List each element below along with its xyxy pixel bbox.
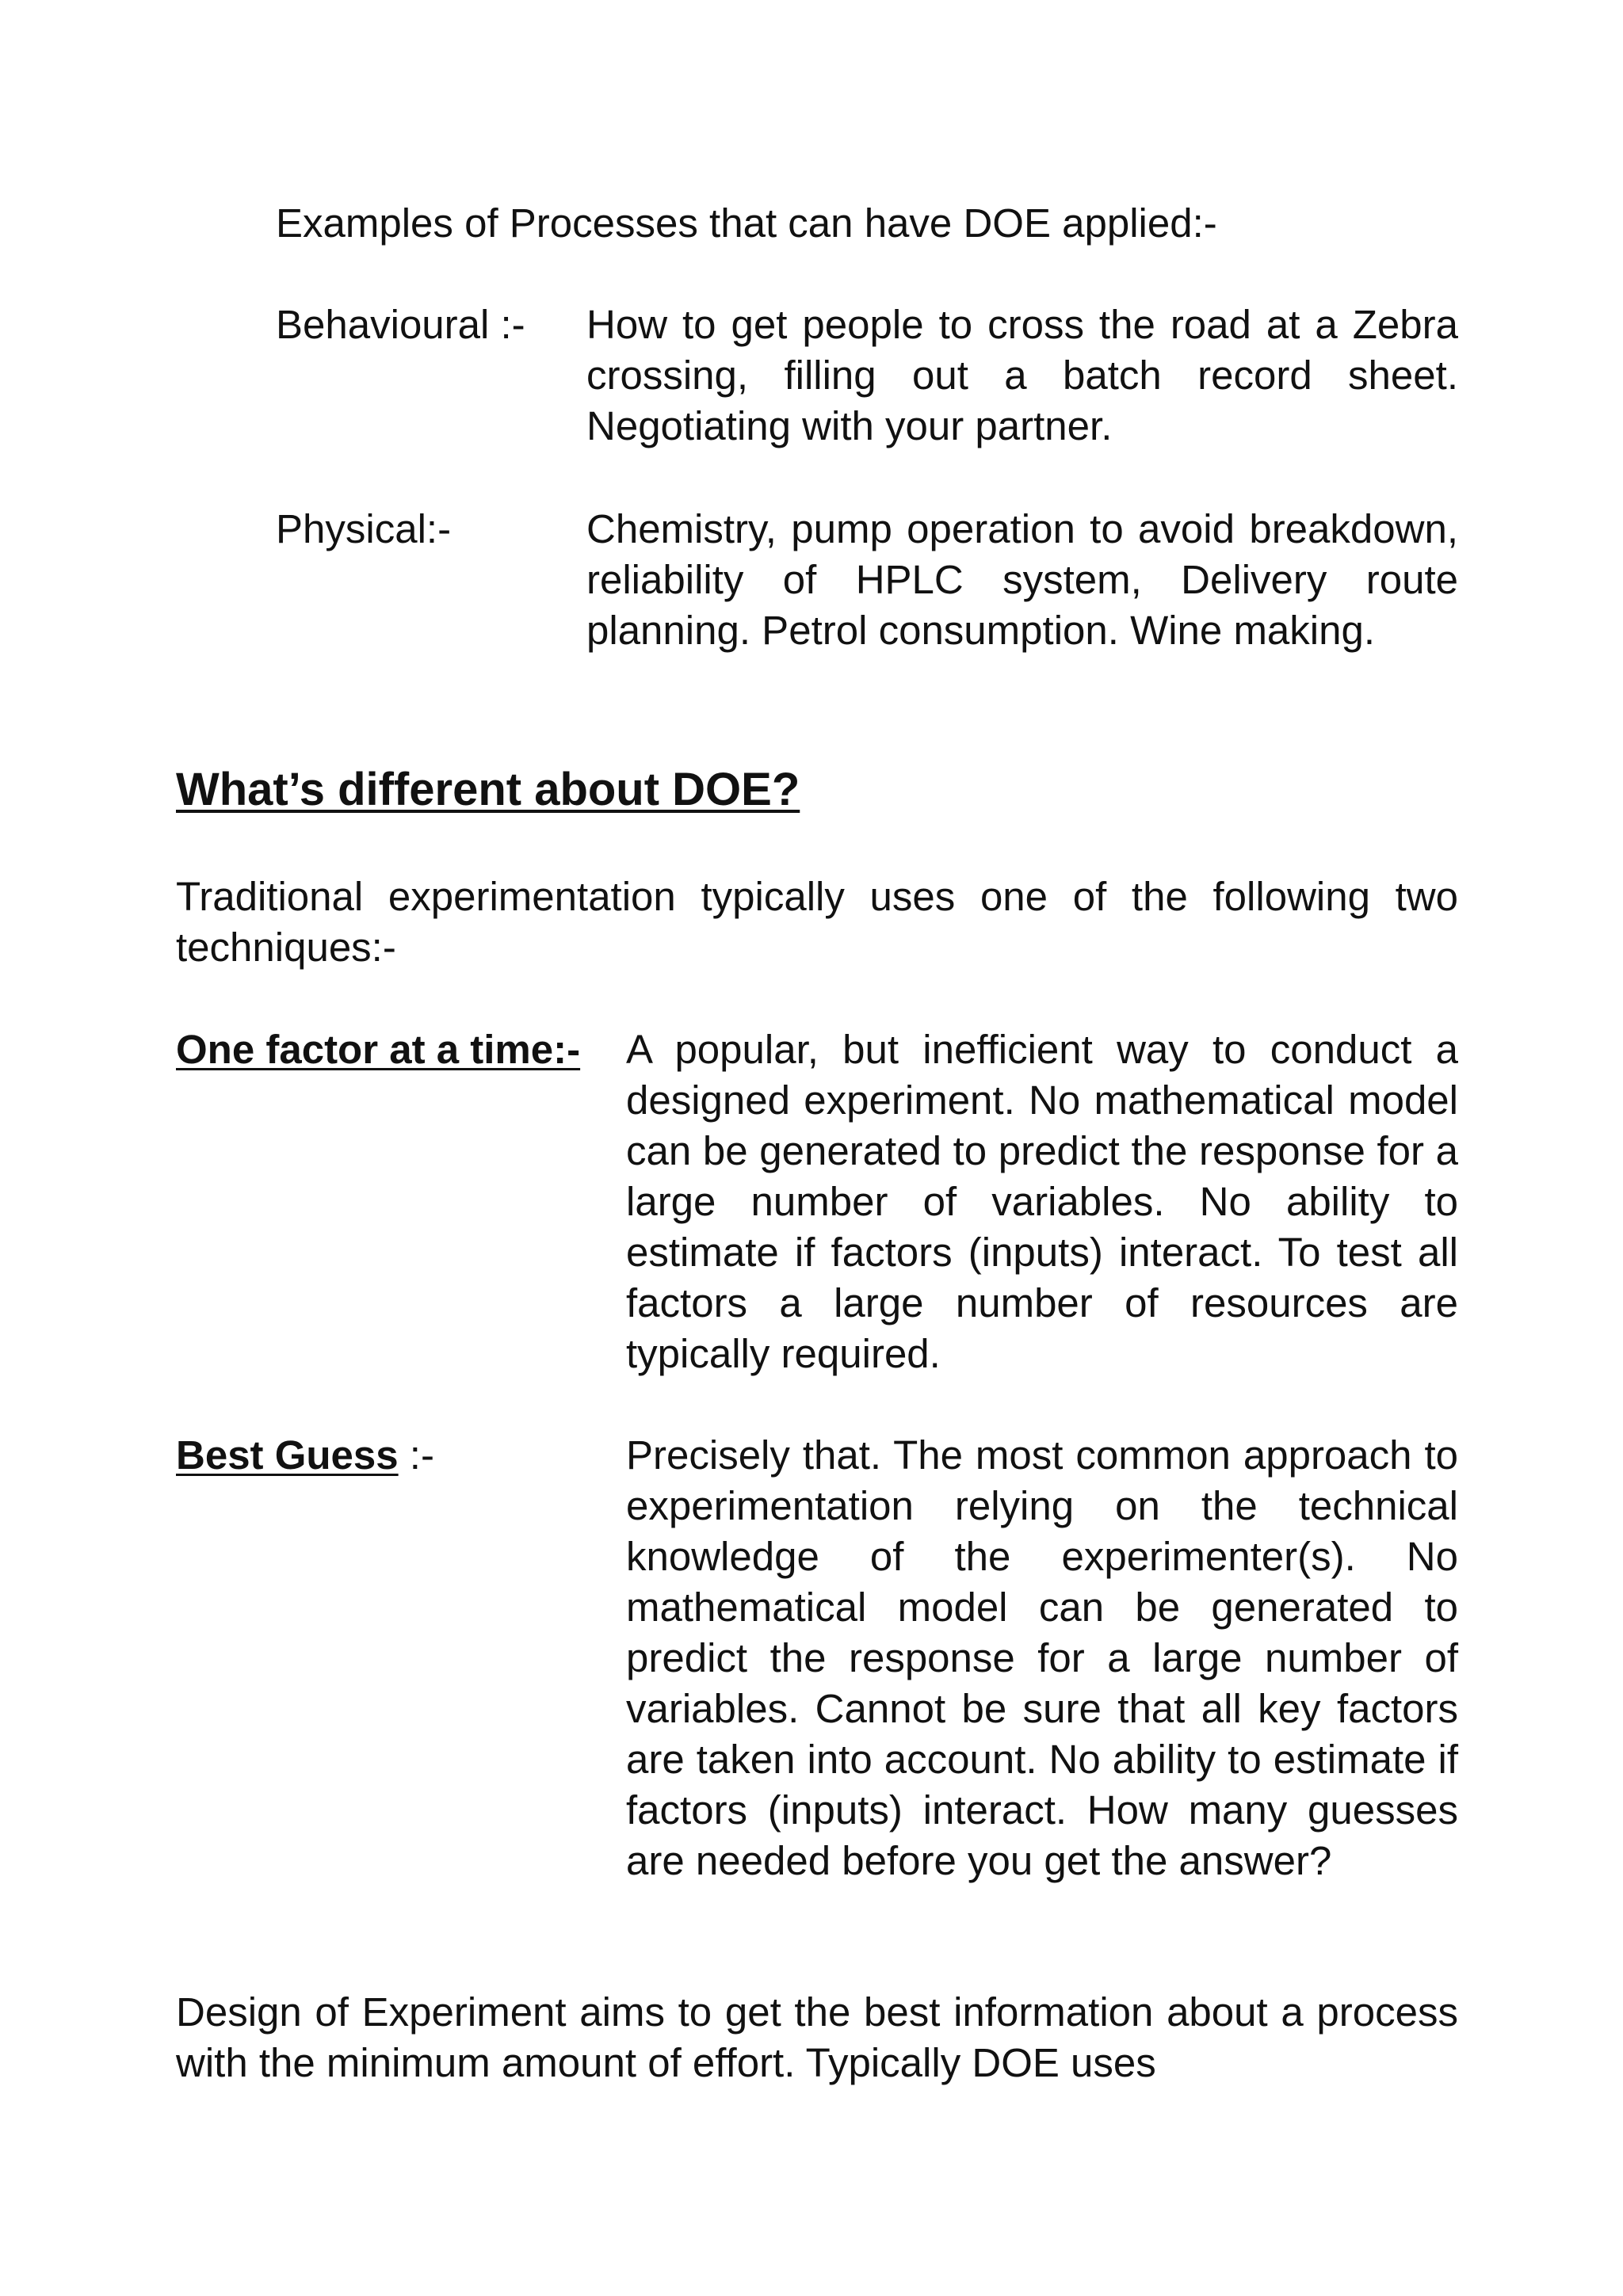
- example-description-physical: Chemistry, pump operation to avoid breakdown, reliability of HPLC system, Delivery route planning. Petrol consumption. Wine making.: [586, 506, 1458, 653]
- technique-description-one-factor: A popular, but inefficient way to conduct a designed experiment. No mathematical model can be generated to predict the response for a large number of variables. No ability to estimate if factors (inputs) interact. To test all factors a large number of resources are typically required.: [626, 1027, 1458, 1376]
- technique-description-best-guess: Precisely that. The most common approach to experimentation relying on the technical knowledge of the experimenter(s). No mathematical model can be generated to predict the response for a large number of variables. Cannot be sure that all key factors are taken into account. No ability to estimate if factors (inputs) interact. How many guesses are needed before you get the answer?: [626, 1432, 1458, 1883]
- technique-term-best-guess-label: Best Guess: [176, 1432, 399, 1478]
- technique-term-best-guess: [176, 1430, 434, 1481]
- section-intro: Traditional experimentation typically uses one of the following two techniques:-: [176, 874, 1458, 970]
- closing-paragraph: Design of Experiment aims to get the best information about a process with the minimum amount of effort. Typically DOE uses: [176, 1989, 1458, 2085]
- example-label-behavioural: Behavioural :-: [276, 302, 525, 347]
- example-description-behavioural: How to get people to cross the road at a Zebra crossing, filling out a batch record sheet. Negotiating with your partner.: [586, 302, 1458, 448]
- examples-intro: Examples of Processes that can have DOE applied:-: [276, 200, 1217, 246]
- technique-term-one-factor: [176, 1024, 580, 1075]
- technique-term-best-guess-separator: :-: [398, 1432, 434, 1478]
- example-label-physical: Physical:-: [276, 506, 452, 551]
- technique-term-one-factor-label: One factor at a time:-: [176, 1027, 581, 1072]
- section-heading: What’s different about DOE?: [176, 764, 800, 815]
